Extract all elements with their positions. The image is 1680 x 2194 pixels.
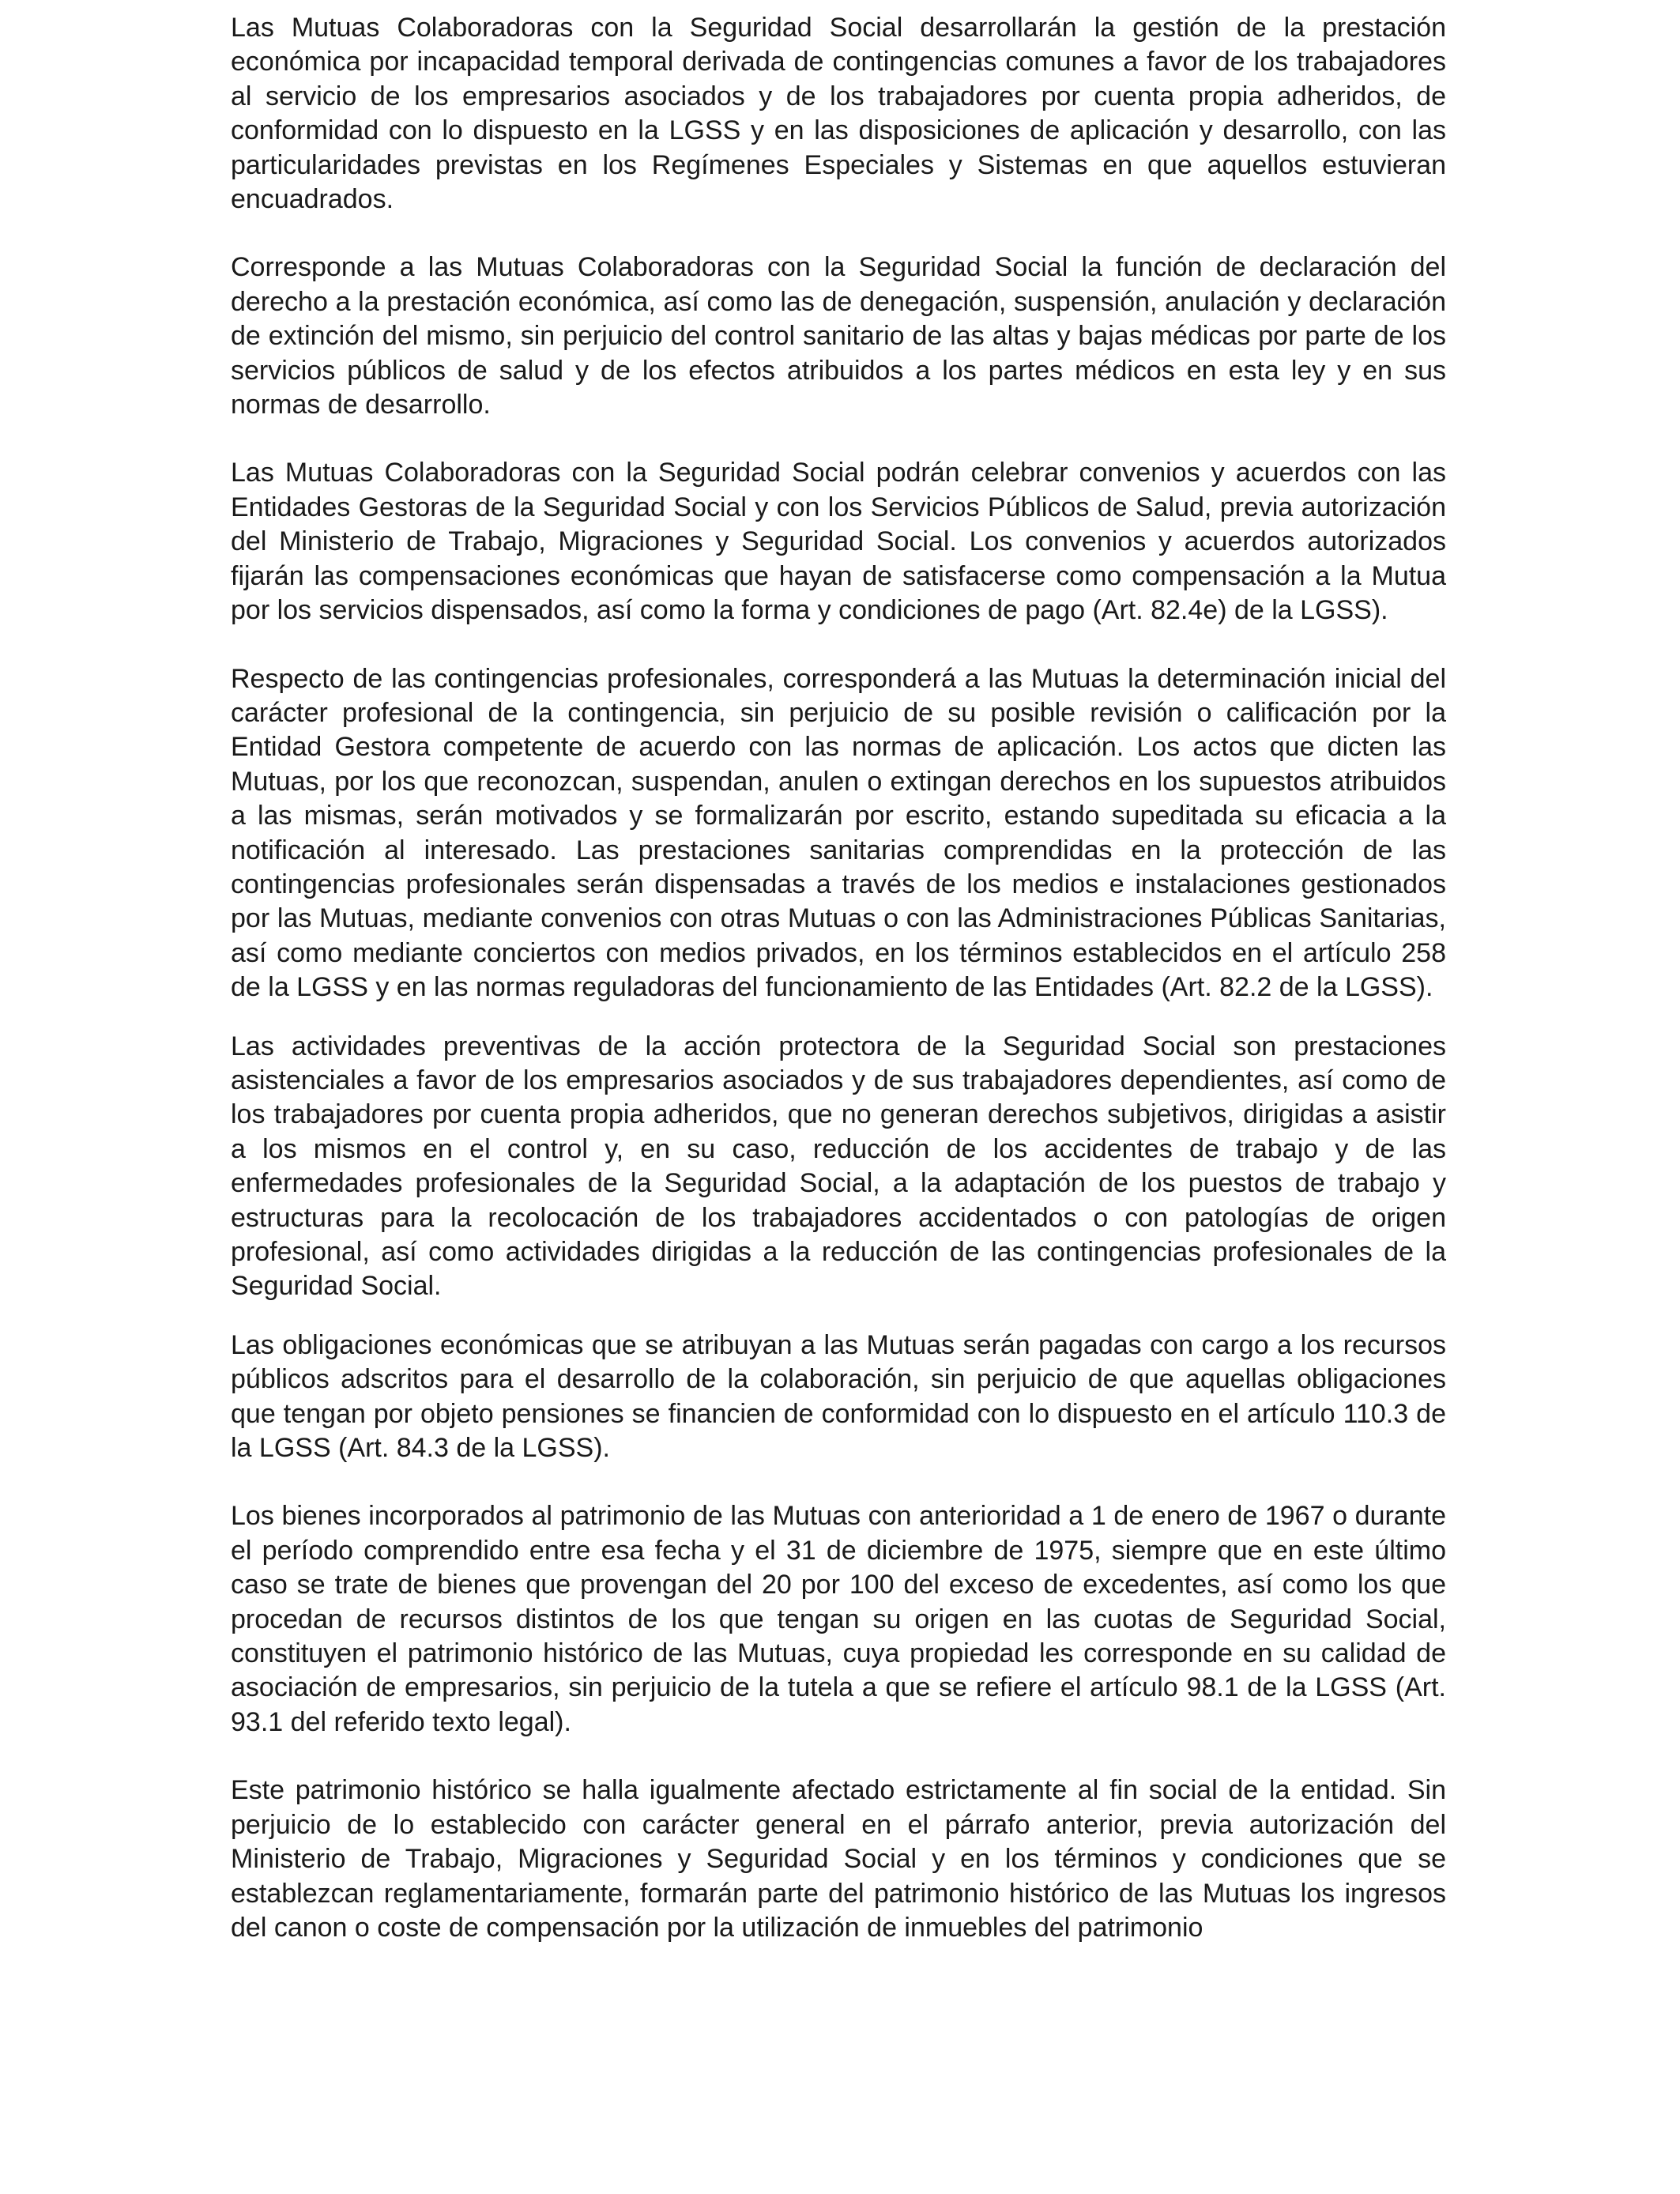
paragraph-it-management: Las Mutuas Colaboradoras con la Seguridad Social desarrollarán la gestión de la prestación económica por incapacidad temporal derivada de contingencias comunes a favor de los trabajadores al servicio de los empresarios asociados y de los trabajadores por cuenta propia adheridos, de conformidad con lo dispuesto en la LGSS y en las disposiciones de aplicación y desarrollo, con las particularidades previstas en los Regímenes Especiales y Sistemas en que aquellos estuvieran encuadrados. [231, 13, 1446, 215]
paragraph-economic-obligations: Las obligaciones económicas que se atribuyan a las Mutuas serán pagadas con cargo a los recursos públicos adscritos para el desarrollo de la colaboración, sin perjuicio de que aquellas obligaciones que tengan por objeto pensiones se financien de conformidad con lo dispuesto en el artículo 110.3 de la LGSS (Art. 84.3 de la LGSS). [231, 1329, 1446, 1464]
paragraph-agreements: Las Mutuas Colaboradoras con la Seguridad Social podrán celebrar convenios y acuerdos con las Entidades Gestoras de la Seguridad Social y con los Servicios Públicos de Salud, previa autorización del Ministerio de Trabajo, Migraciones y Seguridad Social. Los convenios y acuerdos autorizados fijarán las compensaciones económicas que hayan de satisfacerse como compensación a la Mutua por los servicios dispensados, así como la forma y condiciones de pago (Art. 82.4e) de la LGSS). [231, 458, 1446, 626]
paragraph-preventive-activities: Las actividades preventivas de la acción protectora de la Seguridad Social son prestaciones asistenciales a favor de los empresarios asociados y de sus trabajadores dependientes, así como de los trabajadores por cuenta propia adheridos, que no generan derechos subjetivos, dirigidas a asistir a los mismos en el control y, en su caso, reducción de los accidentes de trabajo y de las enfermedades profesionales de la Seguridad Social, a la adaptación de los puestos de trabajo y estructuras para la recolocación de los trabajadores accidentados o con patologías de origen profesional, así como actividades dirigidas a la reducción de las contingencias profesionales de la Seguridad Social. [231, 1031, 1446, 1302]
paragraph-historical-patrimony: Este patrimonio histórico se halla igualmente afectado estrictamente al fin social de la entidad. Sin perjuicio de lo establecido con carácter general en el párrafo anterior, previa autorización del Ministerio de Trabajo, Migraciones y Seguridad Social y en los términos y condiciones que se establezcan reglamentariamente, formarán parte del patrimonio histórico de las Mutuas los ingresos del canon o coste de compensación por la utilización de inmuebles del patrimonio [231, 1775, 1446, 1943]
paragraph-historical-assets: Los bienes incorporados al patrimonio de las Mutuas con anterioridad a 1 de enero de 1967 o durante el período comprendido entre esa fecha y el 31 de diciembre de 1975, siempre que en este último caso se trate de bienes que provengan del 20 por 100 del exceso de excedentes, así como los que procedan de recursos distintos de los que tengan su origen en las cuotas de Seguridad Social, constituyen el patrimonio histórico de las Mutuas, cuya propiedad les corresponde en su calidad de asociación de empresarios, sin perjuicio de la tutela a que se refiere el artículo 98.1 de la LGSS (Art. 93.1 del referido texto legal). [231, 1501, 1446, 1737]
paragraph-declaration-rights: Corresponde a las Mutuas Colaboradoras con la Seguridad Social la función de declaración del derecho a la prestación económica, así como las de denegación, suspensión, anulación y declaración de extinción del mismo, sin perjuicio del control sanitario de las altas y bajas médicas por parte de los servicios públicos de salud y de los efectos atribuidos a los partes médicos en esta ley y en sus normas de desarrollo. [231, 252, 1446, 420]
document-page [231, 11, 1446, 1945]
paragraph-professional-contingencies: Respecto de las contingencias profesionales, corresponderá a las Mutuas la determinación inicial del carácter profesional de la contingencia, sin perjuicio de su posible revisión o calificación por la Entidad Gestora competente de acuerdo con las normas de aplicación. Los actos que dicten las Mutuas, por los que reconozcan, suspendan, anulen o extingan derechos en los supuestos atribuidos a las mismas, serán motivados y se formalizarán por escrito, estando supeditada su eficacia a la notificación al interesado. Las prestaciones sanitarias comprendidas en la protección de las contingencias profesionales serán dispensadas a través de los medios e instalaciones gestionados por las Mutuas, mediante convenios con otras Mutuas o con las Administraciones Públicas Sanitarias, así como mediante conciertos con medios privados, en los términos establecidos en el artículo 258 de la LGSS y en las normas reguladoras del funcionamiento de las Entidades (Art. 82.2 de la LGSS). [231, 663, 1446, 1003]
